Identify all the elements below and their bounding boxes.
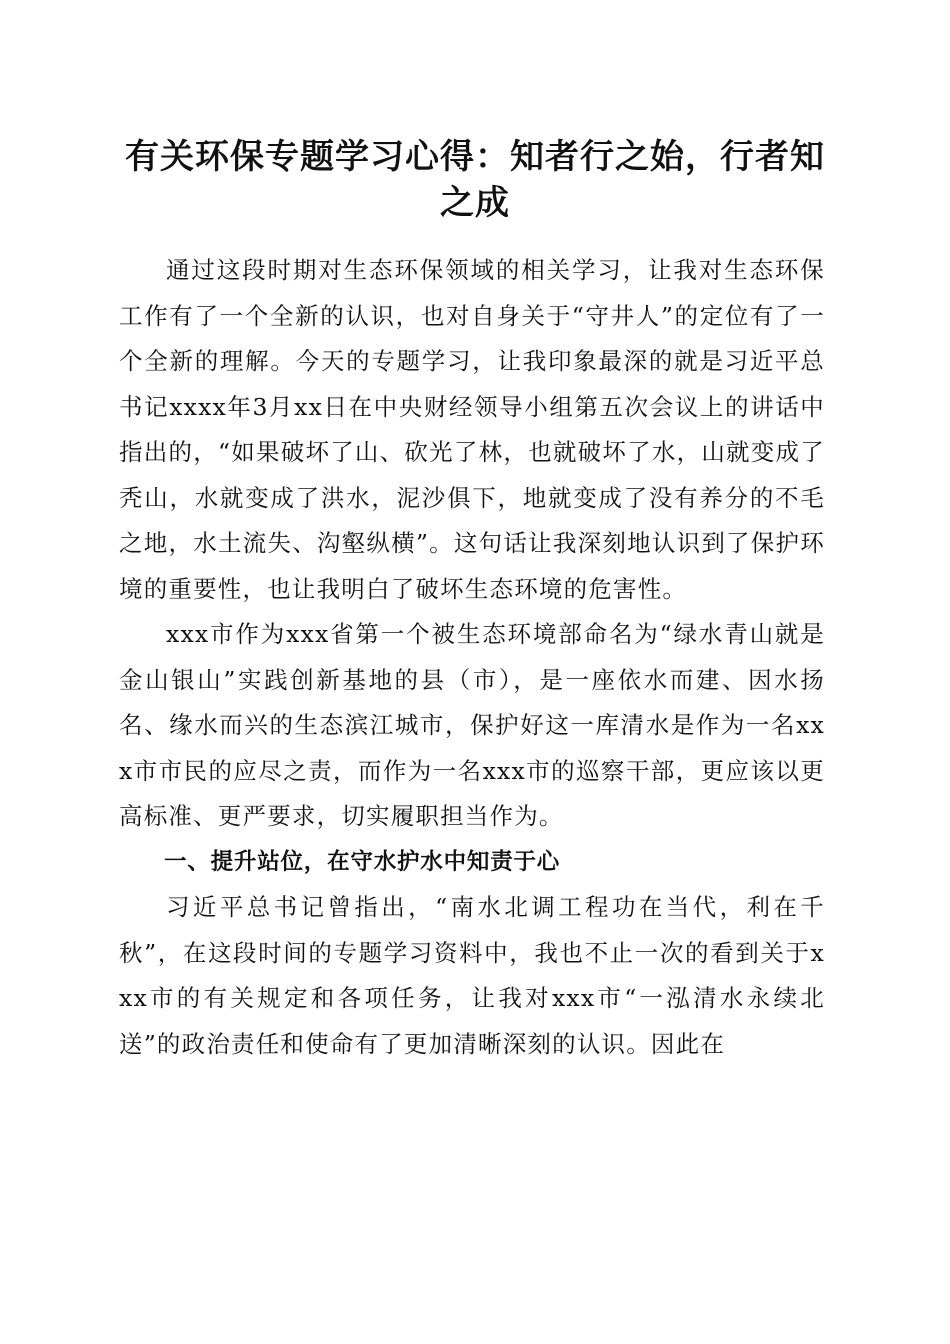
document-title: 有关环保专题学习心得：知者行之始，行者知之成 [125,137,825,223]
paragraph-city: xxx市作为xxx省第一个被生态环境部命名为“绿水青山就是金山银山”实践创新基地的县（市），是一座依水而建、因水扬名、缘水而兴的生态滨江城市，保护好这一库清水是作为一名xxx市市民的应尽之责，而作为一名xxx市的巡察干部，更应该以更高标准、更严要求，切实履职担当作为。 [119,620,825,830]
paragraph-section-one: 习近平总书记曾指出，“南水北调工程功在当代，利在千秋”，在这段时间的专题学习资料中，我也不止一次的看到关于xxx市的有关规定和各项任务，让我对xxx市“一泓清水永续北送”的政治责任和使命有了更加清晰深刻的认识。因此在 [119,893,825,1058]
section-heading: 一、提升站位，在守水护水中知责于心 [164,848,561,875]
document-body [119,248,825,1067]
paragraph-intro: 通过这段时期对生态环保领域的相关学习，让我对生态环保工作有了一个全新的认识，也对自身关于“守井人”的定位有了一个全新的理解。今天的专题学习，让我印象最深的就是习近平总书记xxxx年3月xx日在中央财经领导小组第五次会议上的讲话中指出的，“如果破坏了山、砍光了林，也就破坏了水，山就变成了秃山，水就变成了洪水，泥沙俱下，地就变成了没有养分的不毛之地，水土流失、沟壑纵横”。这句话让我深刻地认识到了保护环境的重要性，也让我明白了破坏生态环境的危害性。 [119,256,825,603]
